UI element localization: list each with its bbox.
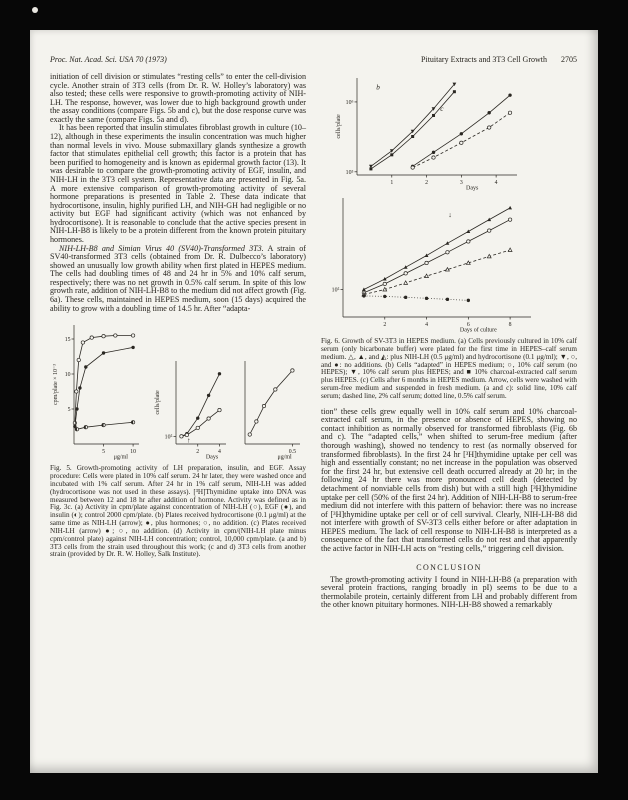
- svg-text:10⁵: 10⁵: [164, 434, 172, 441]
- journal-reference: Proc. Nat. Acad. Sci. USA 70 (1973): [50, 55, 167, 64]
- running-title: Pituitary Extracts and 3T3 Cell Growth: [421, 55, 547, 64]
- body-paragraph-section: [50, 245, 306, 314]
- fig5-panel-d-chart: [238, 356, 306, 460]
- scan-artifact-dot: [32, 7, 38, 13]
- running-head: [50, 55, 577, 64]
- svg-text:c: c: [440, 104, 444, 113]
- figure-6-caption: Fig. 6. Growth of SV-3T3 in HEPES medium. (a) Cells previously cultured in 10% calf serum (only bicarbonate buffer) were plated for the first time in HEPES–calf serum medium. △, ▲, and ◭: plus NIH-LH (0.5 μg/ml) and hydrocortisone (0.1 μg/ml); ▼, ○, and ●: no additions. (b) Cells “adapted” in HEPES medium; ○, 10% calf serum (no HEPES); ▼, 10% calf serum plus HEPES; and ■ 10% charcoal-extracted calf serum plus HEPES. (c) Cells after 6 months in HEPES medium. Arrow, cells were washed with serum-free medium and suspended in fresh medium. (a and c): solid line, 10% calf serum; dashed line, 2% calf serum; dotted line, 0.5% calf serum.: [321, 337, 577, 400]
- fig6-top-chart: [333, 73, 523, 191]
- svg-text:μg/ml: μg/ml: [277, 454, 292, 461]
- svg-text:10: 10: [64, 372, 71, 379]
- svg-text:0.5: 0.5: [288, 449, 297, 456]
- figure-5: [50, 320, 306, 559]
- svg-text:3: 3: [459, 180, 463, 186]
- page-number: 2705: [561, 55, 577, 64]
- svg-text:μg/ml: μg/ml: [113, 454, 128, 461]
- svg-text:4: 4: [494, 180, 498, 186]
- fig5-panels-bc-chart: [152, 356, 232, 460]
- conclusion-heading: CONCLUSION: [416, 562, 482, 572]
- svg-text:10: 10: [130, 449, 136, 456]
- svg-text:1: 1: [390, 180, 394, 186]
- body-paragraph: initiation of cell division or stimulates “resting cells” to enter the cell-division cycle. Another strain of 3T3 cells (from Dr. R. W. Holley’s laboratory) was also tested; these cells were responsive to growth-promoting activity of NIH-LH. The response, however, was lower due to high background growth under the assay conditions (compare Figs. 5b and c), but the dose response curve was exactly the same (compare Figs. 5a and d).: [50, 72, 307, 124]
- fig5-panel-a-chart: [50, 320, 145, 460]
- document-page: [30, 30, 598, 773]
- body-paragraph: tion” these cells grew equally well in 10% calf serum and 10% charcoal-extracted calf serum, in the presence or absence of HEPES, showing no contact inhibition as normally observed for transformed fibroblasts (Fig. 6b and c). The “adapted cells,” when shifted to serum-free medium (after thorough washing), showed no tendency to rest (as normally observed for transformed fibroblasts). In the first 24 hr [³H]thymidine uptake per cell was high and essentially constant; no net increase in the population was observed for the first 24 hr, but extensive cell death occurred already at 20 hr; in the following 24 hr there was more pronounced cell death (detected by detachment of nonviable cells from dish) but with a still high [³H]thymidine uptake per cell (50% of the first 24 hr). Addition of NIH-LH-B8 to serum-free medium did not interfere with this pattern of behavior: there was no increase of [³H]thymidine uptake per cell or of cell survival. Clearly, NIH-LH-B8 did not interfere with growth of SV-3T3 cells either before or after adaptation in HEPES medium. The lack of cell response to NIH-LH-B8 is interpreted as a consequence of the fact that transformed cells do not rest and that apparently the active factor in NIH-LH acts on “resting cells,” triggering cell division.: [321, 406, 577, 553]
- svg-text:4: 4: [425, 322, 429, 328]
- figure-5-charts: [50, 320, 306, 460]
- svg-text:2: 2: [195, 449, 199, 456]
- svg-text:5: 5: [67, 407, 71, 414]
- svg-text:10⁶: 10⁶: [345, 99, 354, 106]
- running-head-right: [421, 55, 577, 64]
- svg-text:b: b: [376, 83, 380, 92]
- svg-text:Days: Days: [466, 185, 479, 191]
- svg-text:cpm/plate × 10⁻³: cpm/plate × 10⁻³: [53, 364, 59, 406]
- svg-text:4: 4: [217, 449, 221, 456]
- svg-text:2: 2: [383, 322, 387, 328]
- svg-text:8: 8: [508, 322, 512, 328]
- figure-6-top-panel: [321, 73, 577, 191]
- svg-text:6: 6: [466, 322, 470, 328]
- body-paragraph: It has been reported that insulin stimulates fibroblast growth in culture (10–12), although in these experiments the insulin concentration was much higher than normal levels in vivo. Mouse submaxillary glands synthesize a growth factor that stimulates epithelial cell growth; this factor is a protein that has been purified to homogeneity and is known as epidermal growth factor (13). It was desirable to compare the growth-promoting activity of EGF, insulin, and NIH-LH in the 3T3 cell system. Representative data are presented in Fig. 5a. A more extensive comparison of growth-promoting activity of several hormone preparations is presented in Table 2. These data indicate that hydrocortisone, insulin, highly purified LH, and NIH-GH had negligible or no activity but EGF had significant activity (which was not enhanced by hydrocortisone). It is reasonable to conclude that the active species present in NIH-LH-B8 is likely to be a protein different from the known protein pituitary hormones.: [50, 123, 306, 244]
- svg-text:15: 15: [64, 337, 71, 344]
- svg-text:Days of culture: Days of culture: [459, 327, 497, 333]
- svg-text:cells/plate: cells/plate: [336, 114, 342, 139]
- svg-text:cells/plate: cells/plate: [154, 390, 161, 415]
- fig6-bottom-chart: [327, 193, 537, 333]
- figure-5-caption: Fig. 5. Growth-promoting activity of LH preparation, insulin, and EGF. Assay procedure: Cells were plated in 10% calf serum. 24 hr later, they were washed once and incubated with 1% calf serum. After 24 hr in 1% calf serum, NIH-LH was added (hydrocortisone was not used in these assays). [³H]Thymidine uptake into DNA was measured between 12 and 18 hr after addition of hormone. Activity was defined as in Fig. 3c. (a) Activity in cpm/plate against concentration of NIH-LH (○), EGF (●), and insulin (◐); control 2000 cpm/plate. (b) Plates received hydrocortisone (0.1 μg/ml) at the same time as NIH-LH (arrow); ●, plus hormones; ○, no addition. (c) Plates received NIH-LH (arrow) ●; ○, no addition. (d) Activity in cpm/(NIH-LH plate minus cpm/control plate) against NIH-LH concentration; control, 10,000 cpm/plate. (a and b) 3T3 cells from the strain used throughout this work; (c and d) 3T3 cells from another strain (provided by Dr. R. W. Holley, Salk Institute).: [50, 464, 306, 559]
- figure-6-bottom-panel: [321, 193, 577, 333]
- svg-text:10⁵: 10⁵: [331, 287, 340, 294]
- conclusion-paragraph: The growth-promoting activity I found in NIH-LH-B8 (a preparation with several protein fractions, ranging broadly in pI) seems to be due to a thermolabile protein, certainly different from LH and probably different from the other known pituitary hormones. NIH-LH-B8 showed a remarkably: [321, 574, 577, 610]
- left-column: [50, 73, 306, 610]
- svg-text:2: 2: [425, 180, 429, 186]
- two-column-layout: [50, 73, 577, 610]
- figure-6: [321, 73, 577, 401]
- svg-text:5: 5: [102, 449, 105, 456]
- svg-text:10⁵: 10⁵: [345, 169, 354, 176]
- svg-text:↓: ↓: [448, 211, 452, 220]
- svg-text:↑: ↑: [186, 436, 191, 445]
- svg-text:Days: Days: [205, 454, 218, 461]
- section-paragraph-text: A strain of SV40-transformed 3T3 cells (obtained from Dr. R. Dulbecco’s laboratory) showed an unusually low growth ability when first plated in HEPES medium. The cells had doubling times of 48 and 24 hr in 5% and 10% calf serum, respectively; there was no net growth in 0.5% calf serum. In spite of this low growth rate, addition of NIH-LH-B8 to the medium did not affect growth (Fig. 6a). These cells, maintained in HEPES medium, soon (15 days) acquired the ability to grow with a doubling time of 14.5 hr. After “adapta-: [50, 243, 306, 313]
- right-column: [321, 73, 577, 610]
- section-run-in-heading: NIH-LH-B8 and Simian Virus 40 (SV40)-Transformed 3T3.: [59, 243, 264, 253]
